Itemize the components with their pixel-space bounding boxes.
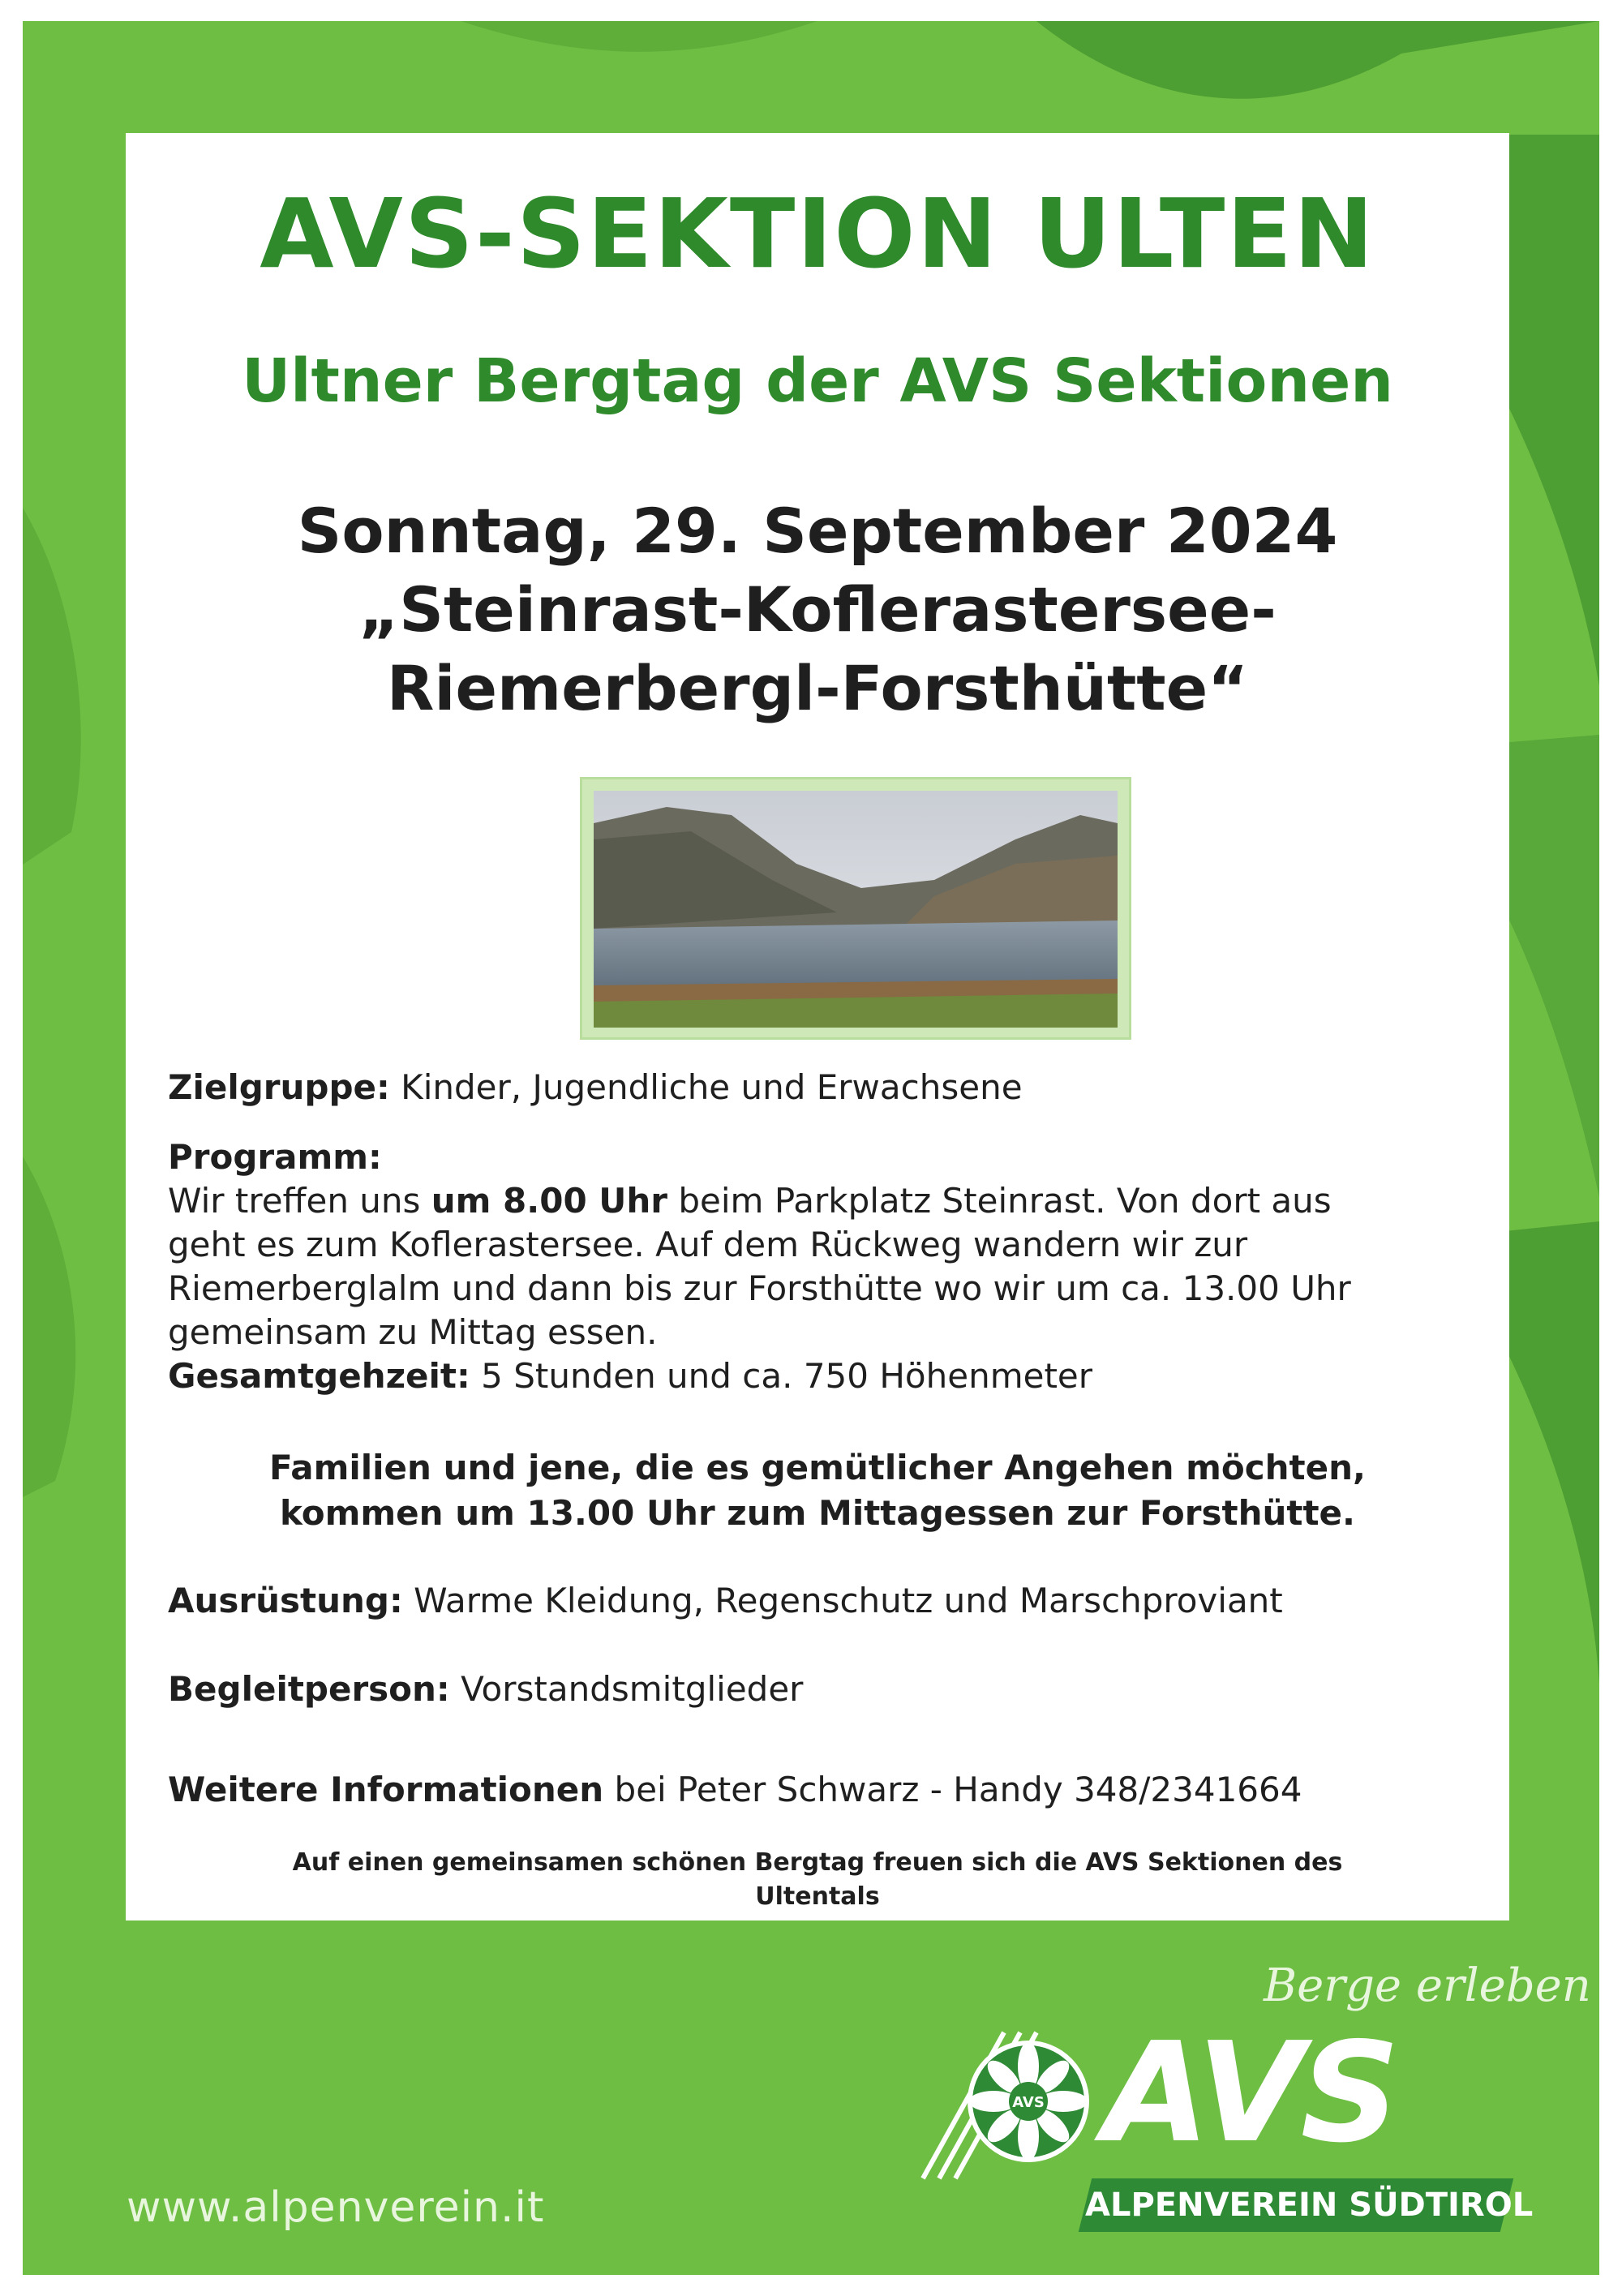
event-heading xyxy=(126,491,1509,727)
logo-org-name-bar xyxy=(1079,2178,1534,2232)
logo-org-name: ALPENVEREIN SÜDTIROL xyxy=(1085,2187,1534,2224)
program-label: Programm: xyxy=(168,1137,382,1177)
target-group-value: Kinder, Jugendliche und Erwachsene xyxy=(389,1067,1023,1107)
program-section xyxy=(168,1135,1465,1398)
companion-label: Begleitperson: xyxy=(168,1669,450,1709)
equipment xyxy=(168,1579,1465,1623)
program-line2: geht es zum Koflerastersee. Auf dem Rückweg wandern wir zur xyxy=(168,1225,1248,1264)
target-group xyxy=(168,1066,1465,1109)
event-route-line1: „Steinrast-Koflerastersee- xyxy=(358,573,1277,646)
lake-photo xyxy=(580,777,1131,1040)
total-walking-time xyxy=(168,1354,1465,1398)
page-subtitle: Ultner Bergtag der AVS Sektionen xyxy=(242,346,1393,416)
contact-info xyxy=(168,1768,1465,1812)
contact-info-label: Weitere Informationen xyxy=(168,1770,604,1809)
poster xyxy=(23,21,1599,2275)
closing-note-line2: Ultentals xyxy=(755,1882,880,1911)
slogan: Berge erleben xyxy=(1264,1959,1591,2012)
program-text-start: Wir treffen uns xyxy=(168,1181,431,1221)
companion-value: Vorstandsmitglieder xyxy=(449,1669,804,1709)
logo-emblem-text: AVS xyxy=(1012,2094,1045,2111)
total-walking-time-value: 5 Stunden und ca. 750 Höhenmeter xyxy=(470,1356,1093,1396)
event-date: Sonntag, 29. September 2024 xyxy=(297,495,1338,567)
logo-wordmark: AVS xyxy=(1103,2013,1397,2174)
program-line1 xyxy=(168,1179,1465,1223)
program-line3: Riemerberglalm und dann bis zur Forsthütte wo wir um ca. 13.00 Uhr xyxy=(168,1268,1351,1308)
lake-photo-image xyxy=(594,791,1118,1028)
families-note xyxy=(126,1445,1509,1536)
event-route-line2: Riemerbergl-Forsthütte“ xyxy=(386,652,1249,724)
companion xyxy=(168,1667,1465,1711)
program-line4: gemeinsam zu Mittag essen. xyxy=(168,1312,658,1352)
program-text-end: beim Parkplatz Steinrast. Von dort aus xyxy=(667,1181,1332,1221)
page-title: AVS-SEKTION ULTEN xyxy=(260,178,1375,290)
program-time: um 8.00 Uhr xyxy=(431,1181,668,1221)
closing-note xyxy=(126,1846,1509,1914)
avs-logo xyxy=(915,2013,1534,2243)
website-url: www.alpenverein.it xyxy=(127,2183,545,2232)
equipment-label: Ausrüstung: xyxy=(168,1581,403,1620)
families-note-line1: Familien und jene, die es gemütlicher Angehen möchten, xyxy=(269,1448,1366,1487)
content-panel xyxy=(126,133,1509,1920)
equipment-value: Warme Kleidung, Regenschutz und Marschproviant xyxy=(402,1581,1283,1620)
closing-note-line1: Auf einen gemeinsamen schönen Bergtag freuen sich die AVS Sektionen des xyxy=(292,1848,1343,1877)
total-walking-time-label: Gesamtgehzeit: xyxy=(168,1356,470,1396)
target-group-label: Zielgruppe: xyxy=(168,1067,390,1107)
contact-info-value: bei Peter Schwarz - Handy 348/2341664 xyxy=(603,1770,1302,1809)
edelweiss-emblem-icon xyxy=(915,2016,1109,2187)
families-note-line2: kommen um 13.00 Uhr zum Mittagessen zur Forsthütte. xyxy=(280,1493,1355,1533)
